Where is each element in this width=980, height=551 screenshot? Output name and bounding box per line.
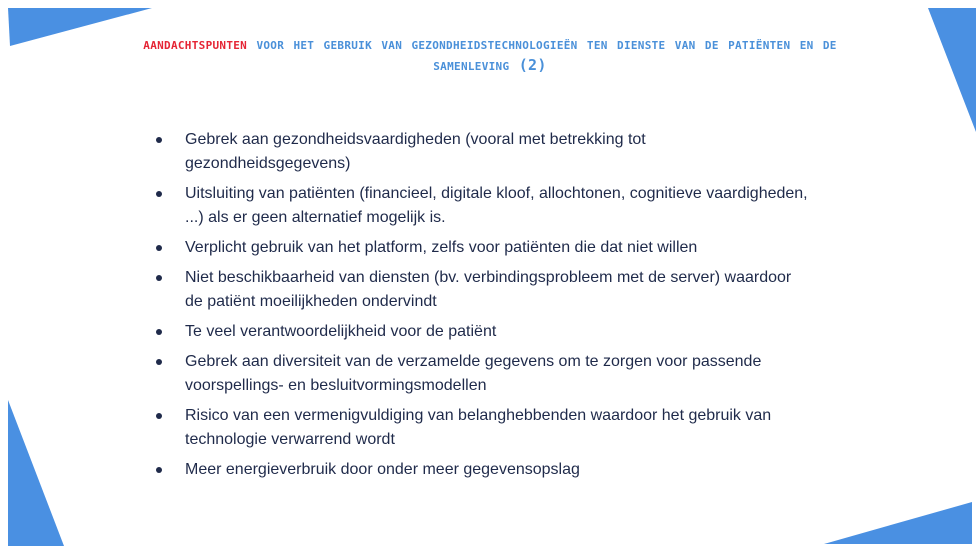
bullet-text: Meer energieverbruik door onder meer gegevensopslag: [185, 461, 580, 478]
bullet-list: [153, 128, 813, 488]
bullet-text: Gebrek aan gezondheidsvaardigheden (vooral met betrekking tot gezondheidsgegevens): [185, 131, 646, 172]
bullet-dot: [156, 245, 162, 251]
top-right-decor-shape: [920, 0, 980, 140]
bullet-dot: [156, 137, 162, 143]
title-rest: voor het gebruik van gezondheidstechnologieën ten dienste van de patiënten en de samenleving (2): [247, 35, 837, 74]
bullet-text: Uitsluiting van patiënten (financieel, digitale kloof, allochtonen, cognitieve vaardigheden, ...) als er geen alternatief mogelijk is.: [185, 185, 808, 226]
bullet-dot: [156, 275, 162, 281]
list-item: [153, 404, 813, 452]
list-item: [153, 128, 813, 176]
bullet-dot: [156, 359, 162, 365]
bullet-dot: [156, 467, 162, 473]
list-item: [153, 266, 813, 314]
bullet-text: Gebrek aan diversiteit van de verzamelde gegevens om te zorgen voor passende voorspellings- en besluitvormingsmodellen: [185, 353, 762, 394]
list-item: [153, 350, 813, 398]
bottom-right-decor-shape: [820, 496, 980, 551]
bottom-left-decor-shape: [0, 396, 70, 551]
bullet-dot: [156, 413, 162, 419]
bullet-dot: [156, 191, 162, 197]
slide-title: [120, 34, 860, 76]
title-accent: aandachtspunten: [143, 35, 248, 53]
bullet-dot: [156, 329, 162, 335]
list-item: [153, 458, 813, 482]
list-item: [153, 236, 813, 260]
bullet-text: Verplicht gebruik van het platform, zelfs voor patiënten die dat niet willen: [185, 239, 698, 256]
bullet-text: Te veel verantwoordelijkheid voor de patiënt: [185, 323, 497, 340]
bullet-text: Risico van een vermenigvuldiging van belanghebbenden waardoor het gebruik van technologie verwarrend wordt: [185, 407, 772, 448]
list-item: [153, 182, 813, 230]
bullet-text: Niet beschikbaarheid van diensten (bv. verbindingsprobleem met de server) waardoor de patiënt moeilijkheden ondervindt: [185, 269, 792, 310]
list-item: [153, 320, 813, 344]
